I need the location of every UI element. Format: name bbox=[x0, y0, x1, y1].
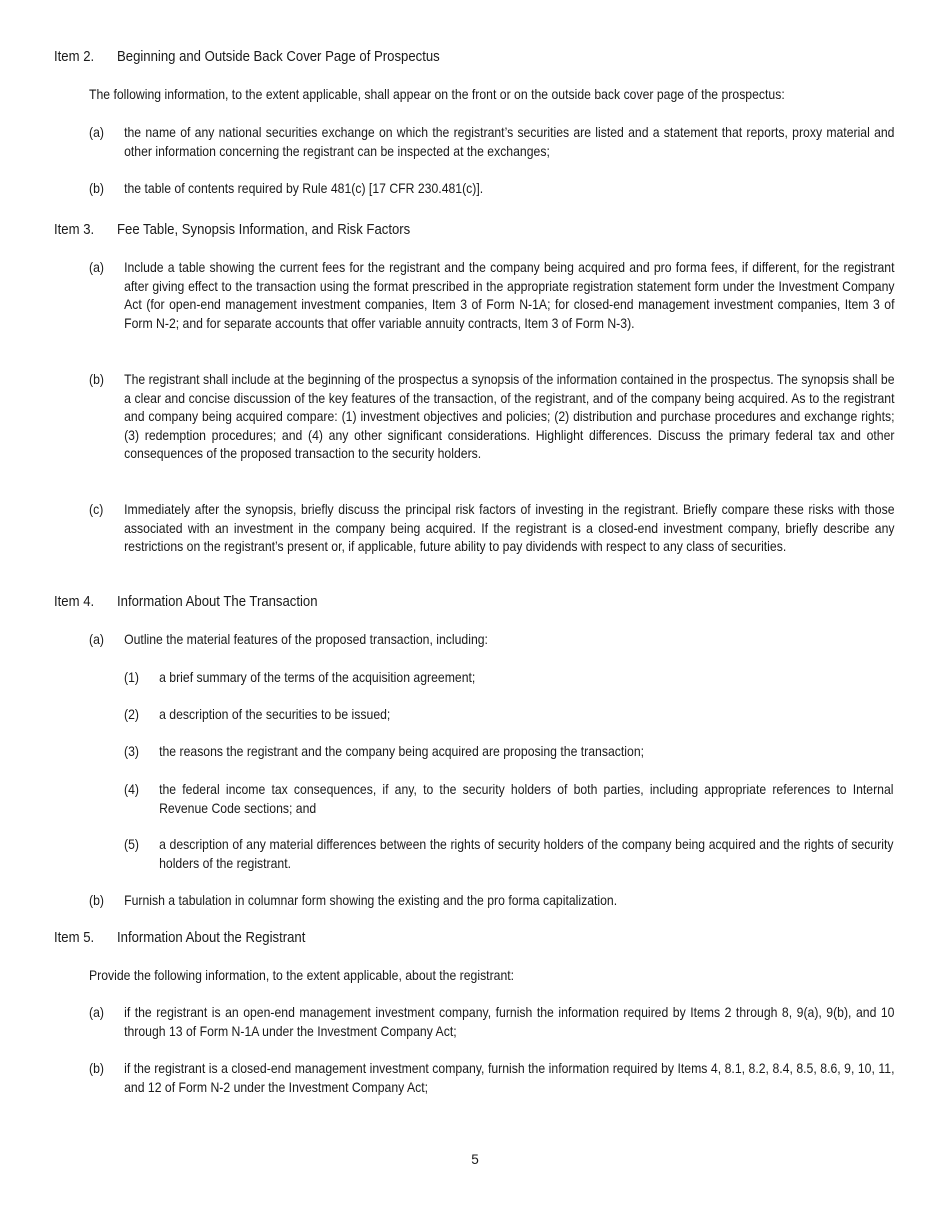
item-5-intro: Provide the following information, to the extent applicable, about the registrant: bbox=[89, 968, 515, 983]
subparagraph-text: a description of any material differences between the rights of security holders of the company being acquired and the rights of security holders of the registrant. bbox=[159, 837, 894, 871]
paragraph-text: Include a table showing the current fees for the registrant and the company being acquired and pro forma fees, if different, for the registrant after giving effect to the transaction using the format prescribed in the appropriate registration statement form under the Investment Company Act (for open-end management investment companies, Item 3 of Form N-1A; for closed-end management investment companies, Item 3 of Form N-2; and for separate accounts that offer variable annuity contracts, Item 3 of Form N-3). bbox=[124, 260, 895, 331]
item-number: Item 3. bbox=[54, 222, 95, 238]
item-title: Information About the Registrant bbox=[117, 930, 306, 946]
item-2-intro: The following information, to the extent applicable, shall appear on the front or on the outside back cover page of the prospectus: bbox=[89, 87, 785, 102]
paragraph-label: (c) bbox=[89, 502, 104, 517]
subparagraph-label: (5) bbox=[124, 837, 139, 852]
subparagraph-text: a description of the securities to be issued; bbox=[159, 707, 391, 722]
paragraph-label: (b) bbox=[89, 372, 104, 387]
paragraph-label: (a) bbox=[89, 1005, 104, 1020]
item-2-heading bbox=[54, 48, 440, 66]
paragraph-label: (b) bbox=[89, 893, 104, 908]
item-3-heading bbox=[54, 221, 410, 239]
item-5-heading bbox=[54, 929, 305, 947]
subparagraph-label: (2) bbox=[124, 707, 139, 722]
paragraph-label: (b) bbox=[89, 181, 104, 196]
paragraph-label: (b) bbox=[89, 1061, 104, 1076]
subparagraph-text: the federal income tax consequences, if any, to the security holders of both parties, including appropriate references to Internal Revenue Code sections; and bbox=[159, 782, 894, 816]
item-title: Fee Table, Synopsis Information, and Risk Factors bbox=[117, 222, 411, 238]
paragraph-text: Furnish a tabulation in columnar form showing the existing and the pro forma capitalization. bbox=[124, 893, 618, 908]
item-title: Information About The Transaction bbox=[117, 594, 318, 610]
subparagraph-label: (1) bbox=[124, 670, 139, 685]
subparagraph-text: a brief summary of the terms of the acquisition agreement; bbox=[159, 670, 476, 685]
paragraph-text: if the registrant is a closed-end management investment company, furnish the information required by Items 4, 8.1, 8.2, 8.4, 8.5, 8.6, 9, 10, 11, and 12 of Form N-2 under the Investment Company Act; bbox=[124, 1061, 895, 1095]
paragraph-text: Outline the material features of the proposed transaction, including: bbox=[124, 632, 488, 647]
item-number: Item 2. bbox=[54, 49, 95, 65]
item-number: Item 4. bbox=[54, 594, 95, 610]
paragraph-label: (a) bbox=[89, 260, 104, 275]
item-4-heading bbox=[54, 593, 318, 611]
paragraph-label: (a) bbox=[89, 125, 104, 140]
subparagraph-label: (3) bbox=[124, 744, 139, 759]
page-number: 5 bbox=[471, 1152, 479, 1167]
paragraph-text: the name of any national securities exchange on which the registrant’s securities are listed and a statement that reports, proxy material and other information concerning the registrant can be inspected at the exchanges; bbox=[124, 125, 895, 159]
subparagraph-text: the reasons the registrant and the company being acquired are proposing the transaction; bbox=[159, 744, 645, 759]
paragraph-text: the table of contents required by Rule 481(c) [17 CFR 230.481(c)]. bbox=[124, 181, 484, 196]
subparagraph-label: (4) bbox=[124, 782, 139, 797]
paragraph-text: Immediately after the synopsis, briefly discuss the principal risk factors of investing in the registrant. Briefly compare these risks with those associated with an investment in the company being acquired. If the registrant is a closed-end investment company, briefly describe any restrictions on the registrant’s present or, if applicable, future ability to pay dividends with respect to any class of securities. bbox=[124, 502, 895, 555]
paragraph-label: (a) bbox=[89, 632, 104, 647]
item-title: Beginning and Outside Back Cover Page of Prospectus bbox=[117, 49, 440, 65]
paragraph-text: if the registrant is an open-end management investment company, furnish the information required by Items 2 through 8, 9(a), 9(b), and 10 through 13 of Form N-1A under the Investment Company Act; bbox=[124, 1005, 895, 1039]
item-number: Item 5. bbox=[54, 930, 95, 946]
paragraph-text: The registrant shall include at the beginning of the prospectus a synopsis of the information contained in the prospectus. The synopsis shall be a clear and concise discussion of the key features of the transaction, of the registrant, and of the company being acquired. As to the registrant and company being acquired compare: (1) investment objectives and policies; (2) distribution and purchase procedures and exchange rights; (3) redemption procedures; and (4) any other significant considerations. Highlight differences. Discuss the primary federal tax and other consequences of the proposed transaction to the security holders. bbox=[124, 372, 895, 462]
